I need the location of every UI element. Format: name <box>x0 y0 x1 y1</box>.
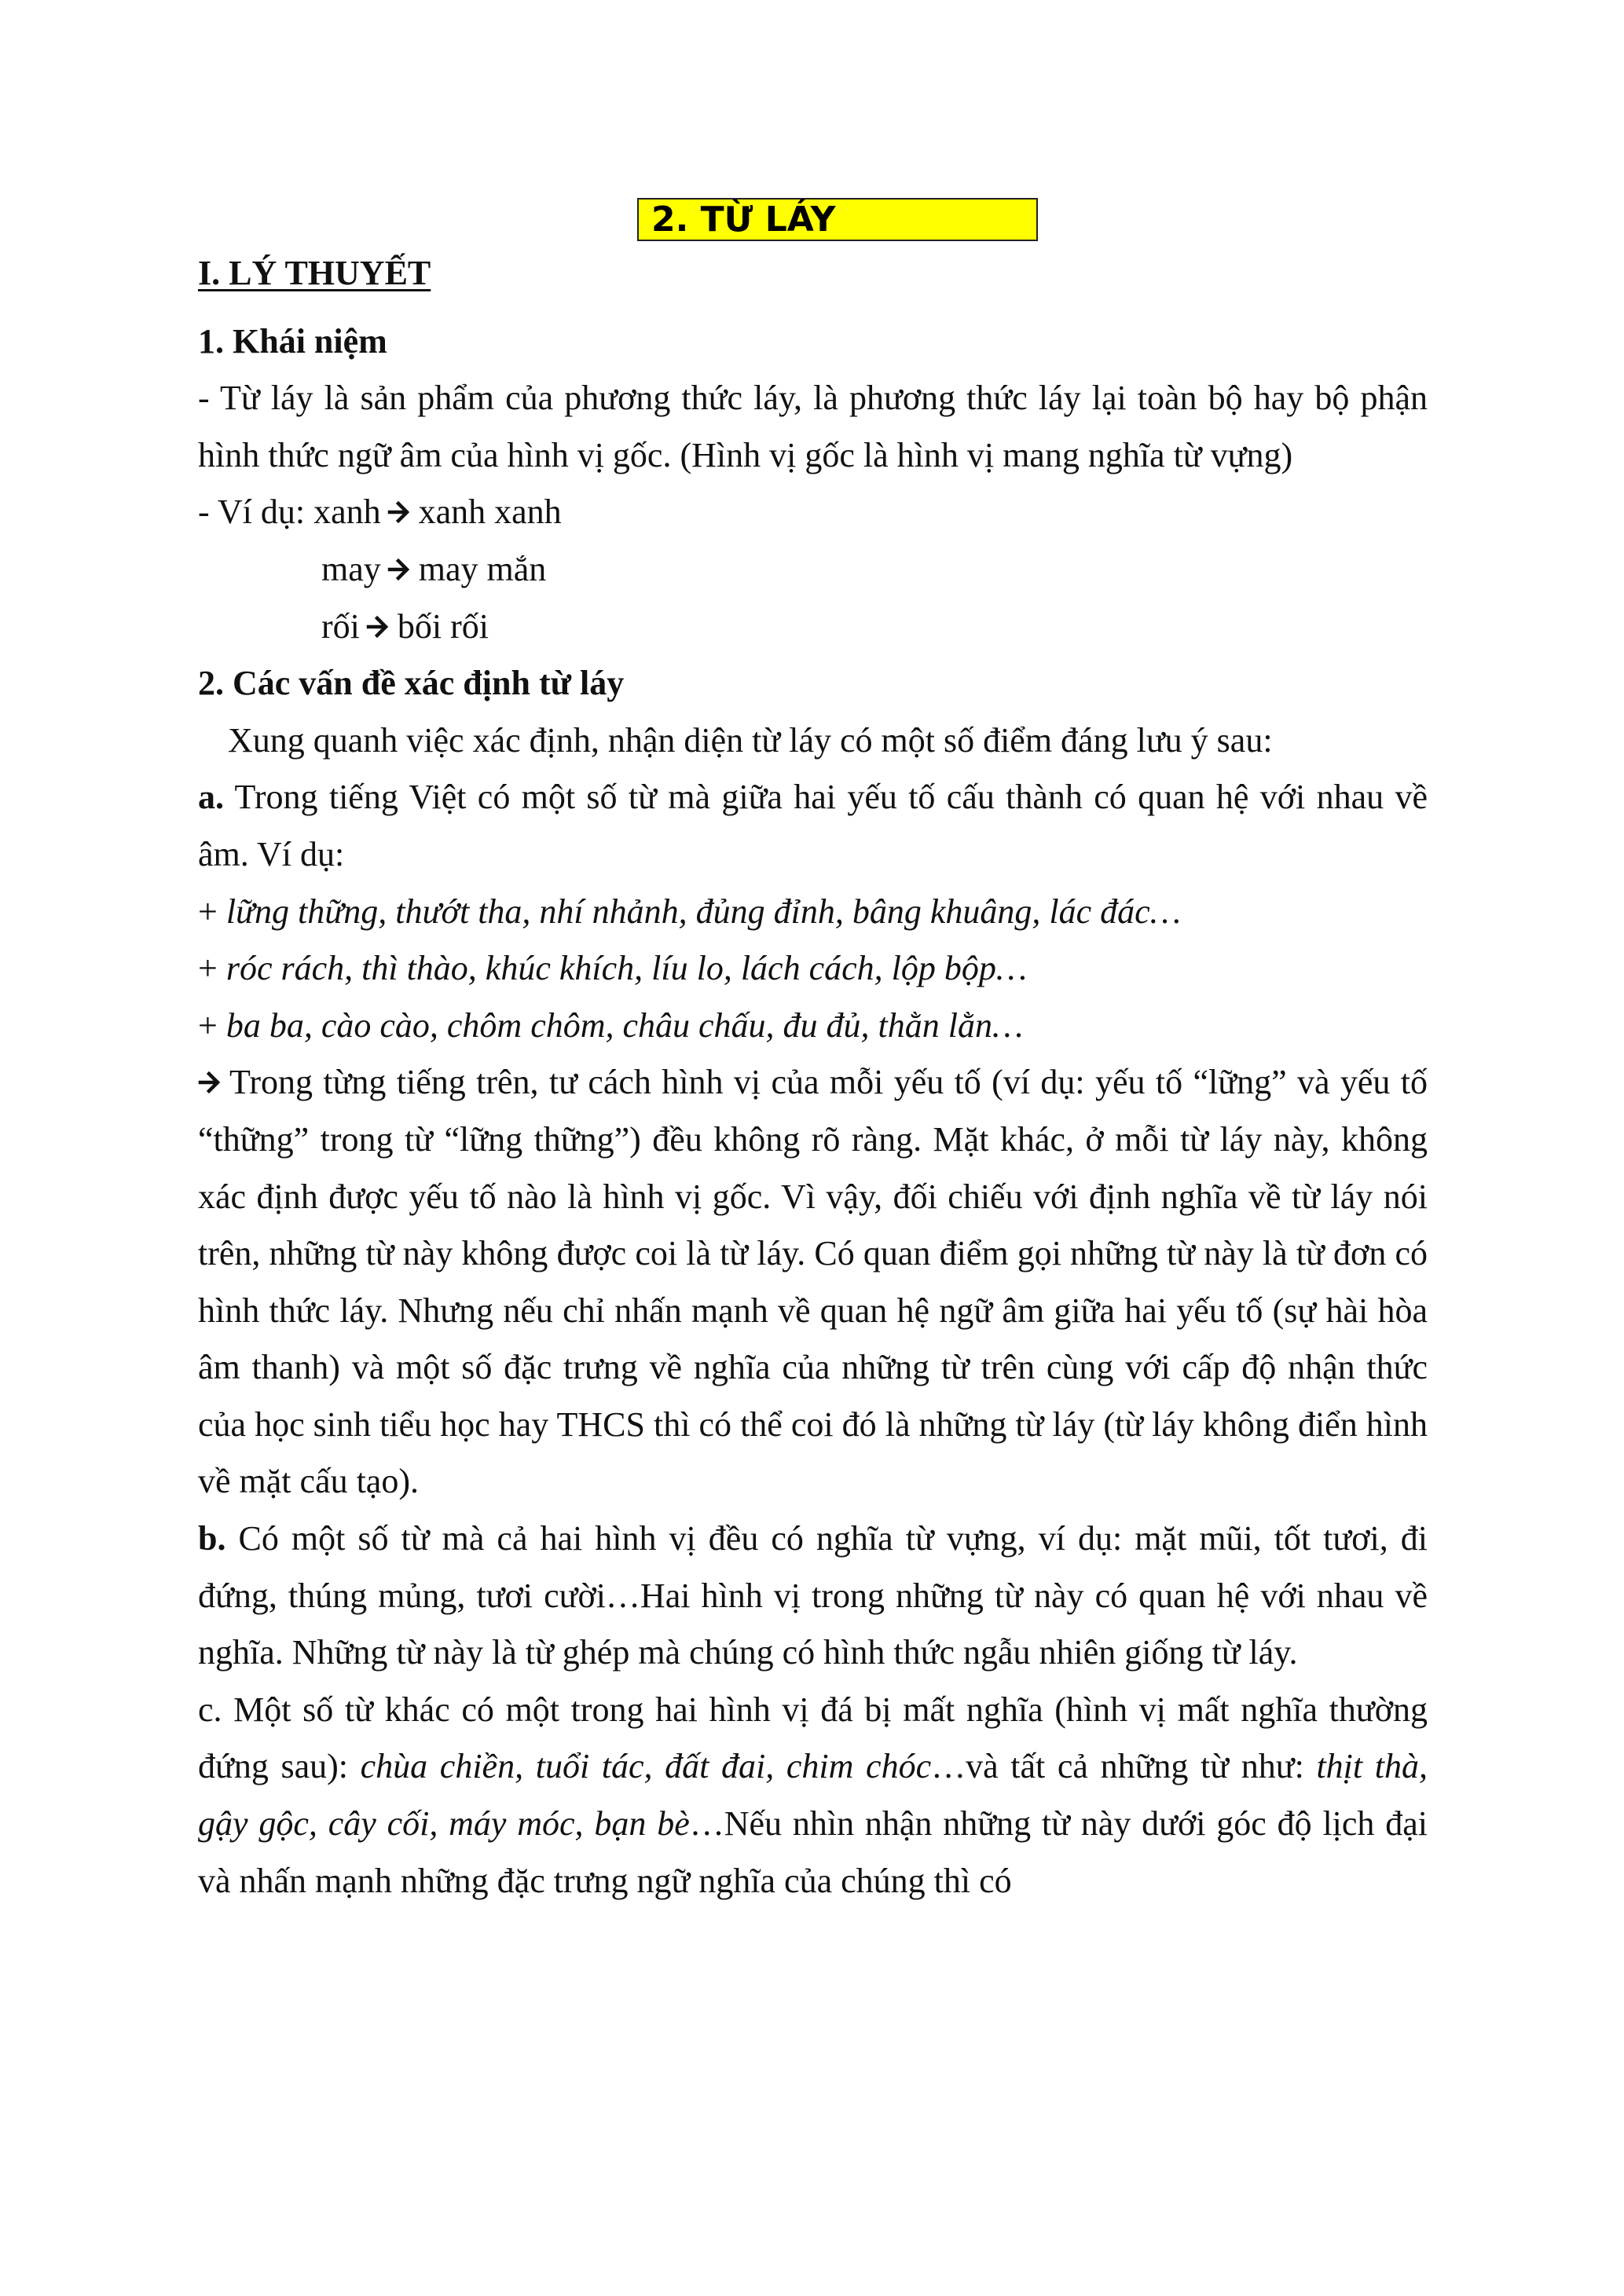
point-b-label: b. <box>198 1519 226 1558</box>
list-item-text: lững thững, thướt tha, nhí nhảnh, đủng đỉnh, bâng khuâng, lác đác… <box>225 892 1181 931</box>
arrow-right-icon <box>387 496 411 528</box>
section-heading: I. LÝ THUYẾT <box>198 254 431 292</box>
example-from: may <box>321 549 381 588</box>
point-a-paragraph <box>198 769 1428 883</box>
subsection-heading-1: 1. Khái niệm <box>198 321 387 361</box>
example-to: may mắn <box>418 549 547 588</box>
example-from: rối <box>321 606 360 646</box>
example-to: bối rối <box>397 606 489 646</box>
example-line-1 <box>198 484 1428 541</box>
arrow-right-icon <box>387 554 411 585</box>
list-item-text: ba ba, cào cào, chôm chôm, châu chấu, đu đủ, thằn lằn… <box>225 1005 1024 1045</box>
point-c-text-2: …và tất cả những từ như: <box>931 1747 1317 1786</box>
point-c-text-1: c. Một số từ khác có một trong hai hình vị đá bị mất nghĩa (hình vị mất nghĩa thường đứng sau): <box>198 1690 1428 1786</box>
list-item <box>198 884 1428 941</box>
subsection-heading-2: 2. Các vấn đề xác định từ láy <box>198 664 625 703</box>
example-to: xanh xanh <box>418 493 562 532</box>
list-bullet: + <box>198 949 226 988</box>
arrow-right-icon <box>198 1067 222 1098</box>
document-body <box>198 245 1428 1910</box>
point-b-text: Có một số từ mà cả hai hình vị đều có nghĩa từ vựng, ví dụ: mặt mũi, tốt tươi, đi đứng, thúng mủng, tươi cười…Hai hình vị trong những từ này có quan hệ với nhau về nghĩa. Những từ này là từ ghép mà chúng có hình thức ngẫu nhiên giống từ láy. <box>198 1519 1428 1672</box>
list-item-text: róc rách, thì thào, khúc khích, líu lo, lách cách, lộp bộp… <box>225 949 1027 988</box>
point-b-paragraph <box>198 1511 1428 1682</box>
conclusion-paragraph <box>198 1054 1428 1511</box>
point-c-paragraph <box>198 1682 1428 1910</box>
point-a-text: Trong tiếng Việt có một số từ mà giữa hai yếu tố cấu thành có quan hệ với nhau về âm. Ví dụ: <box>198 778 1428 873</box>
example-line-2 <box>198 541 1428 599</box>
point-c-examples-1: chùa chiền, tuổi tác, đất đai, chim chóc <box>360 1747 932 1786</box>
list-item <box>198 940 1428 998</box>
point-c-examples-2: thịt thà, gậy gộc, cây cối, máy móc, bạn bè <box>198 1747 1428 1844</box>
list-item <box>198 998 1428 1055</box>
conclusion-text: Trong từng tiếng trên, tư cách hình vị của mỗi yếu tố (ví dụ: yếu tố “lững” và yếu tố “thững” trong từ “lững thững”) đều không rõ ràng. Mặt khác, ở mỗi từ láy này, không xác định được yếu tố nào là hình vị gốc. Vì vậy, đối chiếu với định nghĩa về từ láy nói trên, những từ này không được coi là từ láy. Có quan điểm gọi những từ này là từ đơn có hình thức láy. Nhưng nếu chỉ nhấn mạnh về quan hệ ngữ âm giữa hai yếu tố (sự hài hòa âm thanh) và một số đặc trưng về nghĩa của những từ trên cùng với cấp độ nhận thức của học sinh tiểu học hay THCS thì có thể coi đó là những từ láy (từ láy không điển hình về mặt cấu tạo). <box>198 1063 1428 1501</box>
document-title: 2. TỪ LÁY <box>637 198 1038 241</box>
point-c-text-3: …Nếu nhìn nhận những từ này dưới góc độ lịch đại và nhấn mạnh những đặc trưng ngữ nghĩa của chúng thì có <box>198 1804 1428 1900</box>
example-from: xanh <box>313 493 381 532</box>
definition-paragraph: - Từ láy là sản phẩm của phương thức láy, là phương thức láy lại toàn bộ hay bộ phận hình thức ngữ âm của hình vị gốc. (Hình vị gốc là hình vị mang nghĩa từ vựng) <box>198 379 1428 474</box>
point-a-label: a. <box>198 778 224 817</box>
example-line-3 <box>198 599 1428 656</box>
example-prefix: - Ví dụ: <box>198 493 306 532</box>
intro-paragraph: Xung quanh việc xác định, nhận diện từ láy có một số điểm đáng lưu ý sau: <box>228 720 1273 760</box>
arrow-right-icon <box>366 611 390 643</box>
list-bullet: + <box>198 892 226 931</box>
list-bullet: + <box>198 1005 226 1045</box>
